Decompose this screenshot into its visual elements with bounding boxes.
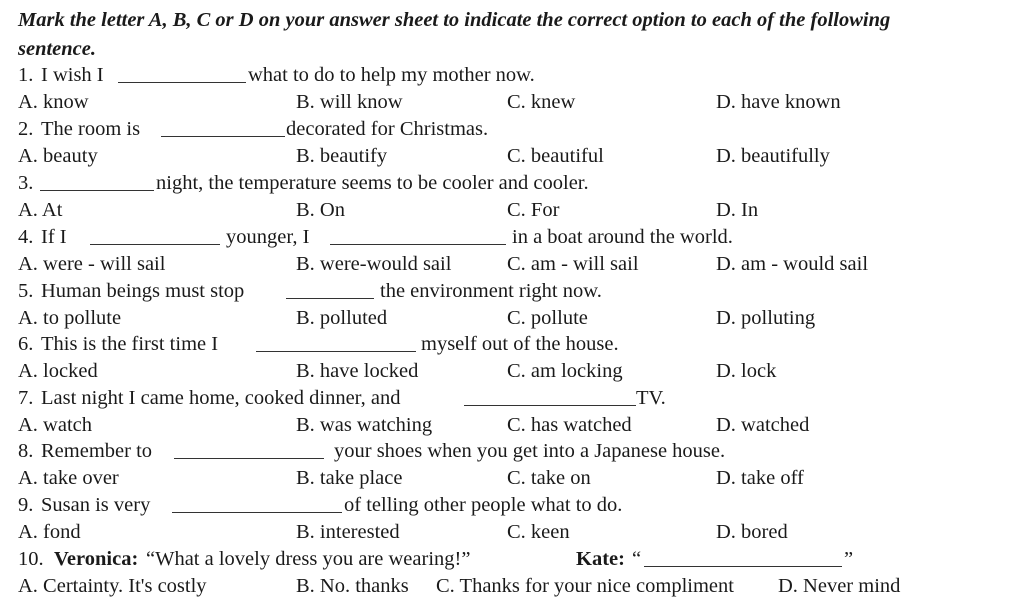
option-d: D. bored xyxy=(716,521,788,543)
question-1 xyxy=(18,62,1018,89)
question-number: 3. xyxy=(18,172,34,194)
question-number: 9. xyxy=(18,494,34,516)
question-text: Susan is very xyxy=(41,494,151,516)
question-text: Last night I came home, cooked dinner, and xyxy=(41,387,401,409)
instructions xyxy=(18,6,1018,64)
option-d: D. beautifully xyxy=(716,145,830,167)
question-text: If I xyxy=(41,226,67,248)
options-9 xyxy=(18,519,1018,546)
question-2 xyxy=(18,116,1018,143)
question-text: This is the first time I xyxy=(41,333,219,355)
answer-blank xyxy=(256,331,416,352)
option-c: C. Thanks for your nice compliment xyxy=(436,575,734,597)
answer-blank xyxy=(40,170,154,191)
option-b: B. will know xyxy=(296,91,403,113)
option-d: D. In xyxy=(716,199,759,221)
option-a: A. beauty xyxy=(18,145,98,167)
question-text: decorated for Christmas. xyxy=(286,118,489,140)
question-text: myself out of the house. xyxy=(421,333,619,355)
options-7 xyxy=(18,412,1018,439)
option-a: A. take over xyxy=(18,467,119,489)
option-c: C. has watched xyxy=(507,414,632,436)
answer-blank xyxy=(330,224,506,245)
options-6 xyxy=(18,358,1018,385)
option-d: D. watched xyxy=(716,414,810,436)
option-c: C. knew xyxy=(507,91,576,113)
question-number: 6. xyxy=(18,333,34,355)
option-a: A. Certainty. It's costly xyxy=(18,575,207,597)
question-text: night, the temperature seems to be cooler and cooler. xyxy=(156,172,589,194)
question-text: your shoes when you get into a Japanese house. xyxy=(334,440,726,462)
question-text: in a boat around the world. xyxy=(512,226,733,248)
option-d: D. lock xyxy=(716,360,777,382)
question-text: TV. xyxy=(636,387,666,409)
option-c: C. beautiful xyxy=(507,145,604,167)
option-d: D. Never mind xyxy=(778,575,901,597)
question-number: 5. xyxy=(18,280,34,302)
question-9 xyxy=(18,492,1018,519)
option-d: D. take off xyxy=(716,467,804,489)
question-4 xyxy=(18,224,1018,251)
open-quote: “ xyxy=(632,548,642,570)
option-c: C. am locking xyxy=(507,360,623,382)
option-c: C. pollute xyxy=(507,307,588,329)
option-b: B. take place xyxy=(296,467,403,489)
answer-blank xyxy=(161,116,285,137)
answer-blank xyxy=(174,438,324,459)
question-text: younger, I xyxy=(226,226,310,248)
question-8 xyxy=(18,438,1018,465)
option-a: A. At xyxy=(18,199,63,221)
answer-blank xyxy=(118,62,246,83)
options-2 xyxy=(18,143,1018,170)
answer-blank xyxy=(90,224,220,245)
options-5 xyxy=(18,305,1018,332)
question-text: Remember to xyxy=(41,440,153,462)
option-a: A. fond xyxy=(18,521,81,543)
option-b: B. have locked xyxy=(296,360,419,382)
question-number: 2. xyxy=(18,118,34,140)
option-b: B. beautify xyxy=(296,145,388,167)
question-text: the environment right now. xyxy=(380,280,602,302)
options-8 xyxy=(18,465,1018,492)
options-1 xyxy=(18,89,1018,116)
option-b: B. No. thanks xyxy=(296,575,409,597)
question-number: 7. xyxy=(18,387,34,409)
option-a: A. know xyxy=(18,91,89,113)
option-b: B. were-would sail xyxy=(296,253,452,275)
options-10 xyxy=(18,573,1018,600)
question-6 xyxy=(18,331,1018,358)
options-4 xyxy=(18,251,1018,278)
veronica-quote: “What a lovely dress you are wearing!” xyxy=(146,548,471,570)
question-10 xyxy=(18,546,1018,573)
option-a: A. watch xyxy=(18,414,93,436)
instruction-line-2: sentence. xyxy=(18,38,96,60)
option-a: A. to pollute xyxy=(18,307,122,329)
question-text: Human beings must stop xyxy=(41,280,245,302)
answer-blank xyxy=(644,546,842,567)
option-a: A. locked xyxy=(18,360,98,382)
option-d: D. have known xyxy=(716,91,841,113)
question-3 xyxy=(18,170,1018,197)
instruction-line-1: Mark the letter A, B, C or D on your answer sheet to indicate the correct option to each of the following xyxy=(18,9,891,31)
question-text: of telling other people what to do. xyxy=(344,494,623,516)
question-number: 8. xyxy=(18,440,34,462)
question-text: The room is xyxy=(41,118,141,140)
answer-blank xyxy=(172,492,342,513)
option-c: C. take on xyxy=(507,467,591,489)
question-7 xyxy=(18,385,1018,412)
speaker-veronica: Veronica: xyxy=(54,548,139,570)
question-text: I wish I xyxy=(41,64,104,86)
option-b: B. polluted xyxy=(296,307,388,329)
option-c: C. am - will sail xyxy=(507,253,639,275)
question-number: 10. xyxy=(18,548,44,570)
option-b: B. On xyxy=(296,199,345,221)
question-text: what to do to help my mother now. xyxy=(248,64,535,86)
speaker-kate: Kate: xyxy=(576,548,625,570)
options-3 xyxy=(18,197,1018,224)
option-c: C. For xyxy=(507,199,560,221)
answer-blank xyxy=(464,385,636,406)
close-quote: ” xyxy=(844,548,854,570)
option-d: D. polluting xyxy=(716,307,816,329)
option-b: B. interested xyxy=(296,521,400,543)
question-number: 4. xyxy=(18,226,34,248)
option-d: D. am - would sail xyxy=(716,253,869,275)
question-5 xyxy=(18,278,1018,305)
option-c: C. keen xyxy=(507,521,570,543)
question-number: 1. xyxy=(18,64,34,86)
answer-blank xyxy=(286,278,374,299)
option-b: B. was watching xyxy=(296,414,433,436)
option-a: A. were - will sail xyxy=(18,253,166,275)
